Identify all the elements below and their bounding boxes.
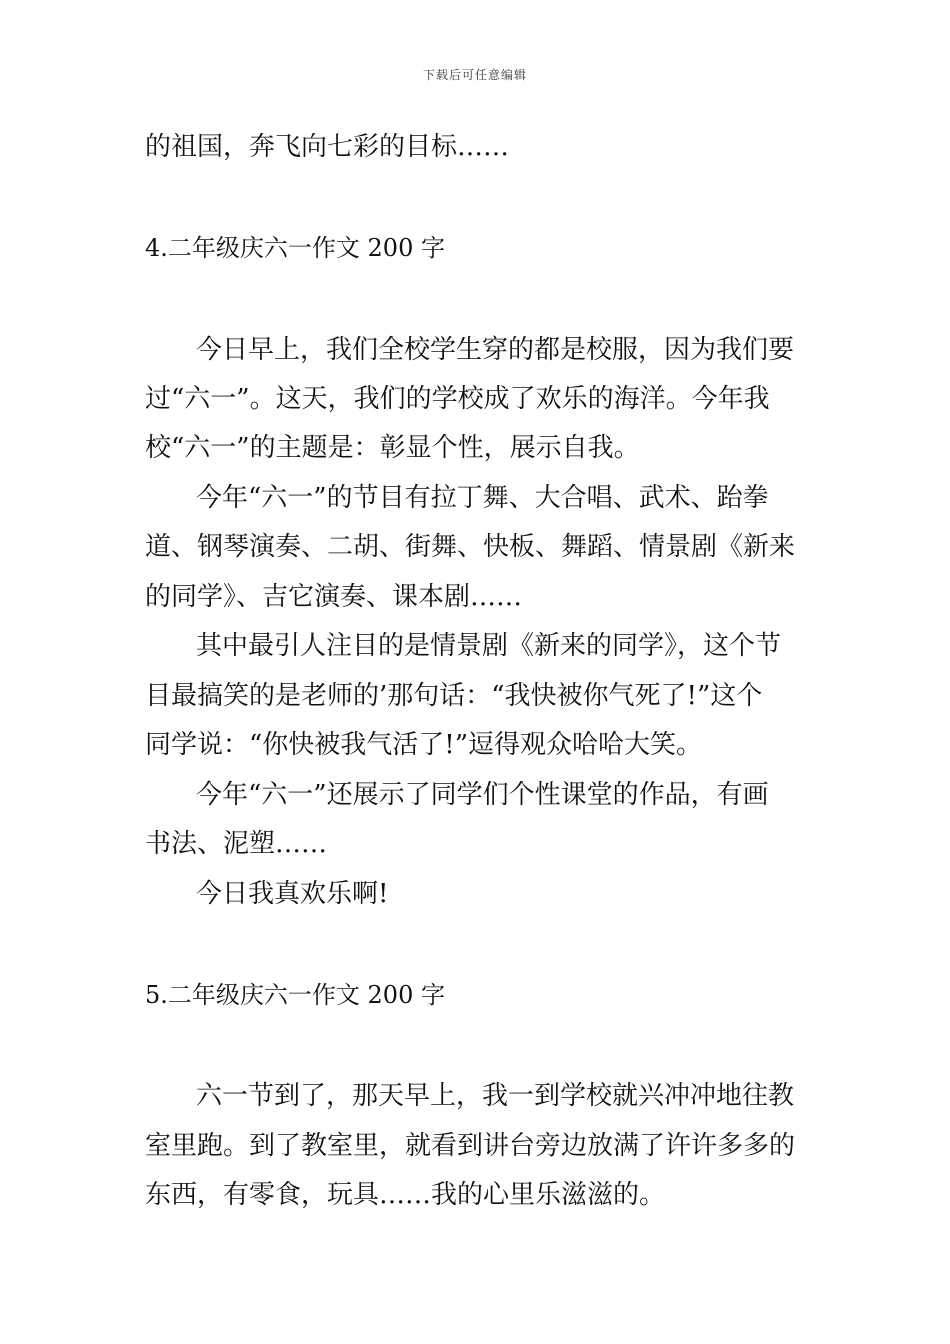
paragraph-line: 的祖国，奔飞向七彩的目标…… — [145, 132, 510, 162]
paragraph-line: 今日早上，我们全校学生穿的都是校服，因为我们要 — [196, 335, 795, 365]
paragraph-line: 其中最引人注目的是情景剧《新来的同学》，这个节 — [196, 631, 782, 661]
section-heading-5: 5.二年级庆六一作文 200 字 — [145, 981, 445, 1009]
paragraph-line: 道、钢琴演奏、二胡、街舞、快板、舞蹈、情景剧《新来 — [145, 532, 796, 562]
page-header: 下载后可任意编辑 — [422, 68, 527, 82]
paragraph-line: 的同学》、吉它演奏、课本剧…… — [145, 582, 523, 612]
section-heading-4: 4.二年级庆六一作文 200 字 — [145, 234, 445, 262]
paragraph-line: 今年“六一”还展示了同学们个性课堂的作品，有画 — [196, 780, 769, 810]
paragraph-line: 过“六一”。这天，我们的学校成了欢乐的海洋。今年我 — [145, 384, 770, 414]
paragraph-line: 同学说：“你快被我气活了!”逗得观众哈哈大笑。 — [145, 730, 703, 760]
paragraph-line: 目最搞笑的是老师的’那句话：“我快被你气死了!”这个 — [145, 681, 763, 711]
paragraph-line: 今年“六一”的节目有拉丁舞、大合唱、武术、跆拳 — [196, 483, 769, 513]
paragraph-line: 六一节到了，那天早上，我一到学校就兴冲冲地往教 — [196, 1081, 795, 1111]
paragraph-line: 校“六一”的主题是：彰显个性，展示自我。 — [145, 433, 640, 463]
paragraph-line: 室里跑。到了教室里，就看到讲台旁边放满了许许多多的 — [145, 1131, 796, 1161]
paragraph-line: 今日我真欢乐啊! — [196, 879, 389, 909]
paragraph-line: 书法、泥塑…… — [145, 829, 328, 859]
paragraph-line: 东西，有零食，玩具……我的心里乐滋滋的。 — [145, 1180, 666, 1210]
